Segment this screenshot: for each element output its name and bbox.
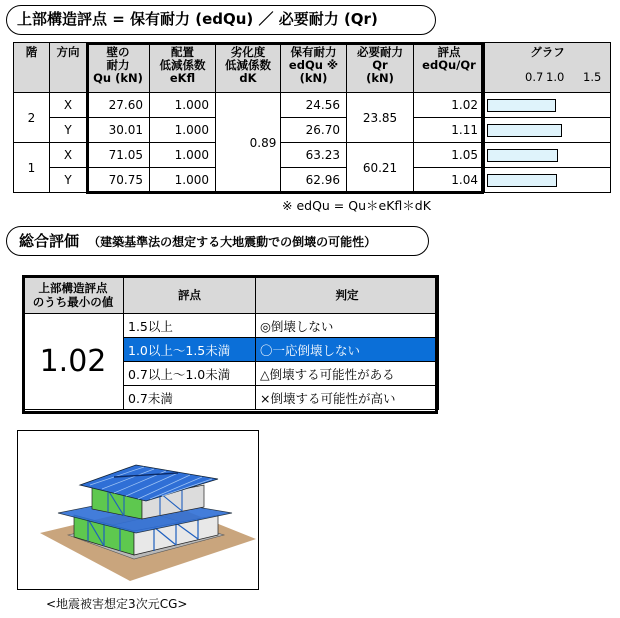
edqu-cell: 24.56 [281,93,347,118]
header-score-range: 評点 [124,276,256,314]
graph-cell [485,118,611,143]
table-row [14,118,611,143]
edqu-cell: 62.96 [281,168,347,193]
direction-cell: X [50,143,87,168]
graph-cell [485,143,611,168]
header-min-score: 上部構造評点 のうち最小の値 [23,276,124,314]
graph-cell [485,93,611,118]
score-bar [487,149,558,162]
header-score: 評点 edQu/Qr [414,43,485,93]
direction-cell: X [50,93,87,118]
ekfl-cell: 1.000 [150,118,216,143]
section-title-text: 上部構造評点 = 保有耐力 (edQu) ／ 必要耐力 (Qr) [17,10,378,28]
house-3d-cg-image [18,431,258,589]
dk-cell: 0.89 [216,93,281,193]
qr-floor-2-cell: 23.85 [347,93,414,143]
table-row [14,143,611,168]
header-graph: グラフ 0.7 1.0 1.5 [485,43,611,93]
header-required-capacity: 必要耐力 Qr (kN) [347,43,414,93]
header-judgement: 判定 [256,276,439,314]
score-range-cell: 1.5以上 [124,314,256,338]
table-row [14,93,611,118]
ekfl-cell: 1.000 [150,168,216,193]
judgement-cell: ×倒壊する可能性が高い [256,386,439,410]
score-bar [487,124,562,137]
judgement-cell: △倒壊する可能性がある [256,362,439,386]
score-cell: 1.02 [414,93,485,118]
judgement-cell: 〇一応倒壊しない [256,338,439,362]
score-cell: 1.11 [414,118,485,143]
qu-cell: 30.01 [87,118,150,143]
ekfl-cell: 1.000 [150,143,216,168]
overall-title: 総合評価 [19,232,80,250]
edqu-cell: 26.70 [281,118,347,143]
floor-1-cell: 1 [14,143,50,193]
score-range-cell: 0.7以上～1.0未満 [124,362,256,386]
summary-row [23,314,439,338]
min-score-value: 1.02 [23,314,124,410]
qr-floor-1-cell: 60.21 [347,143,414,193]
header-direction: 方向 [50,43,87,93]
graph-tick-labels [485,71,610,85]
edqu-cell: 63.23 [281,143,347,168]
section-title-structure-score [6,5,436,35]
score-range-cell: 0.7未満 [124,386,256,410]
section-title-overall [6,226,429,256]
table-row [14,168,611,193]
graph-tick-1.0: 1.0 [546,70,565,84]
score-range-cell: 1.0以上～1.5未満 [124,338,256,362]
header-holding-capacity: 保有耐力 edQu ※ (kN) [281,43,347,93]
header-floor: 階 [14,43,50,93]
score-cell: 1.04 [414,168,485,193]
qu-cell: 70.75 [87,168,150,193]
graph-tick-0.7: 0.7 [525,70,544,84]
score-cell: 1.05 [414,143,485,168]
graph-cell [485,168,611,193]
score-bar [487,99,556,112]
formula-note: ※ edQu = Qu＊eKfl＊dK [282,198,431,213]
header-wall-capacity: 壁の 耐力 Qu (kN) [87,43,150,93]
graph-tick-1.5: 1.5 [583,70,602,84]
overall-subtitle: （建築基準法の想定する大地震動での倒壊の可能性） [88,235,377,249]
cg-caption: <地震被害想定3次元CG> [46,597,188,611]
direction-cell: Y [50,118,87,143]
header-deterioration: 劣化度 低減係数 dK [216,43,281,93]
judgement-cell: ◎倒壊しない [256,314,439,338]
direction-cell: Y [50,168,87,193]
score-bar [487,174,557,187]
floor-2-cell: 2 [14,93,50,143]
header-layout-factor: 配置 低減係数 eKfl [150,43,216,93]
qu-cell: 27.60 [87,93,150,118]
cg-image-frame [17,430,259,590]
summary-table [22,275,439,410]
evaluation-table [13,42,611,193]
ekfl-cell: 1.000 [150,93,216,118]
qu-cell: 71.05 [87,143,150,168]
